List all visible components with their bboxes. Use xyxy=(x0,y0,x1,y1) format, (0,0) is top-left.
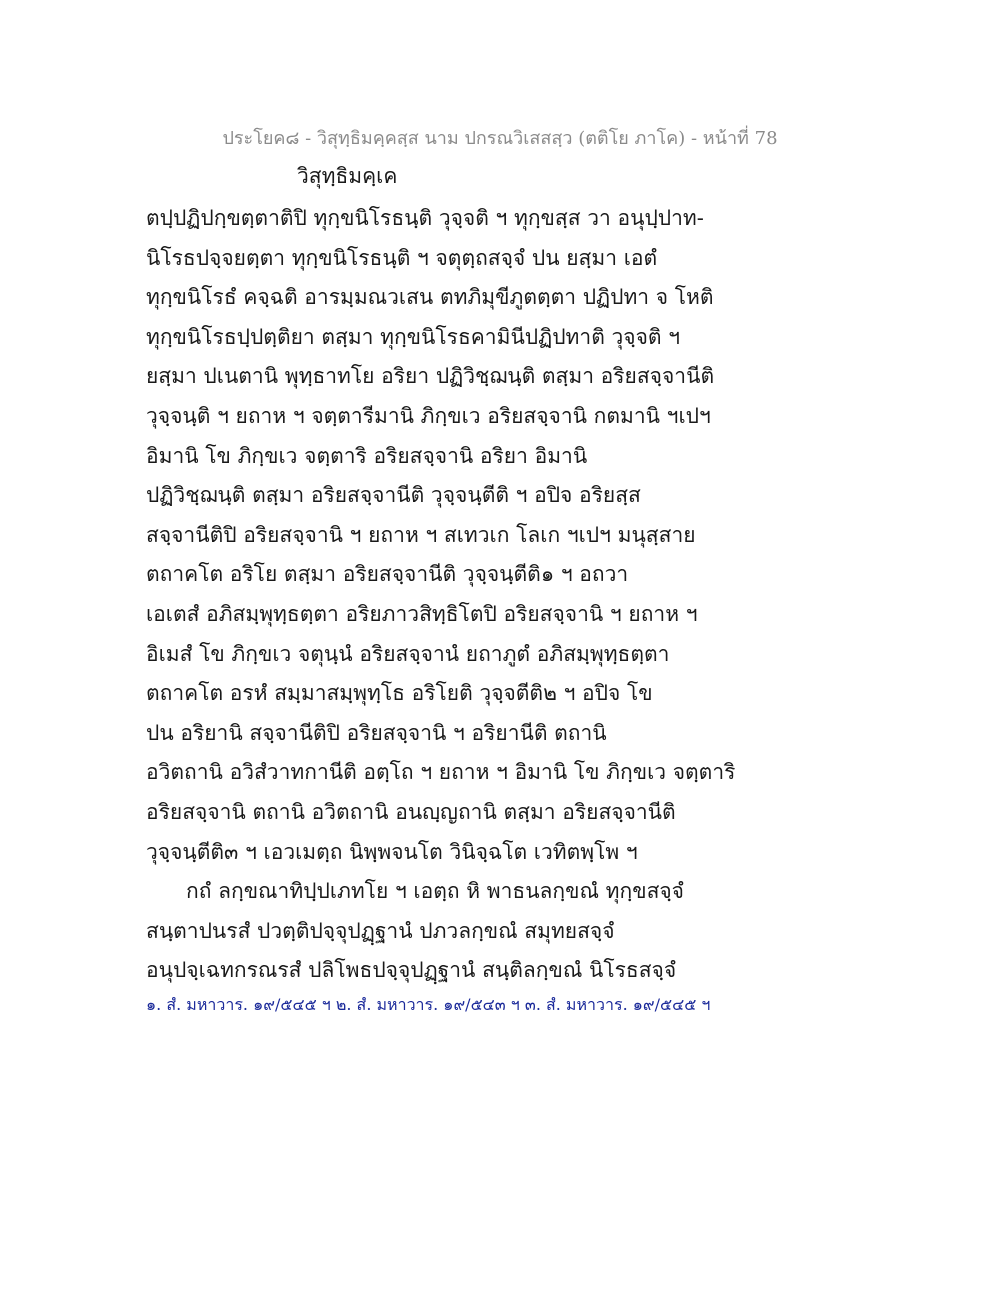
text-line: สนฺตาปนรสํ ปวตฺติปจฺจุปฏฺฐานํ ปภวลกฺขณํ สมุทยสจฺจํ xyxy=(146,918,615,943)
text-line: ทุกฺขนิโรธปฺปตฺติยา ตสฺมา ทุกฺขนิโรธคามินีปฏิปทาติ วุจฺจติ ฯ xyxy=(146,324,681,349)
body-text xyxy=(146,199,866,991)
text-line: ทุกฺขนิโรธํ คจฺฉติ อารมฺมณวเสน ตทภิมุขีภูตตฺตา ปฏิปทา จ โหติ xyxy=(146,285,714,310)
text-line: อิมานิ โข ภิกฺขเว จตฺตาริ อริยสจฺจานิ อริยา อิมานิ xyxy=(146,443,588,468)
text-line: อริยสจฺจานิ ตถานิ อวิตถานิ อนญฺญถานิ ตสฺมา อริยสจฺจานีติ xyxy=(146,799,676,824)
paragraph-start-line: กถํ ลกฺขณาทิปฺปเภทโย ฯ เอตฺถ หิ พาธนลกฺขณํ ทุกฺขสจฺจํ xyxy=(186,879,684,904)
text-line: ปน อริยานิ สจฺจานีติปิ อริยสจฺจานิ ฯ อริยานีติ ตถานิ xyxy=(146,720,607,745)
running-header: ประโยค๘ - วิสุทฺธิมคฺคสฺส นาม ปกรณวิเสสสฺว (ตติโย ภาโค) - หน้าที่ 78 xyxy=(222,128,778,149)
text-line: ตถาคโต อริโย ตสฺมา อริยสจฺจานีติ วุจฺจนฺตีติ๑ ฯ อถวา xyxy=(146,562,629,587)
text-line: ยสฺมา ปเนตานิ พุทฺธาทโย อริยา ปฏิวิชฺฌนฺติ ตสฺมา อริยสจฺจานีติ xyxy=(146,364,715,389)
text-line: วุจฺจนฺตีติ๓ ฯ เอวเมตฺถ นิพฺพจนโต วินิจฺฉโต เวทิตพฺโพ ฯ xyxy=(146,839,638,864)
page-title: วิสุทฺธิมคฺเค xyxy=(297,164,398,188)
footnotes: ๑. สํ. มหาวาร. ๑๙/๕๔๕ ฯ ๒. สํ. มหาวาร. ๑๙/๕๔๓ ฯ ๓. สํ. มหาวาร. ๑๙/๕๔๕ ฯ xyxy=(146,995,711,1014)
text-line: อวิตถานิ อวิสํวาทกานีติ อตฺโถ ฯ ยถาห ฯ อิมานิ โข ภิกฺขเว จตฺตาริ xyxy=(146,760,736,785)
text-line: เอเตสํ อภิสมฺพุทฺธตฺตา อริยภาวสิทฺธิโตปิ อริยสจฺจานิ ฯ ยถาห ฯ xyxy=(146,601,698,626)
text-line: สจฺจานีติปิ อริยสจฺจานิ ฯ ยถาห ฯ สเทวเก โลเก ฯเปฯ มนุสฺสาย xyxy=(146,522,696,547)
text-line: นิโรธปจฺจยตฺตา ทุกฺขนิโรธนฺติ ฯ จตุตฺถสจฺจํ ปน ยสฺมา เอตํ xyxy=(146,245,658,270)
text-line: ตถาคโต อรหํ สมฺมาสมฺพุทฺโธ อริโยติ วุจฺจตีติ๒ ฯ อปิจ โข xyxy=(146,681,653,706)
text-line: อิเมสํ โข ภิกฺขเว จตุนฺนํ อริยสจฺจานํ ยถาภูตํ อภิสมฺพุทฺธตฺตา xyxy=(146,641,670,666)
text-line: ตปฺปฏิปกฺขตฺตาติปิ ทุกฺขนิโรธนฺติ วุจฺจติ ฯ ทุกฺขสฺส วา อนุปฺปาท- xyxy=(146,206,704,230)
text-line: อนุปจฺเฉทกรณรสํ ปลิโพธปจฺจุปฏฺฐานํ สนฺติลกฺขณํ นิโรธสจฺจํ xyxy=(146,958,677,983)
text-line: วุจฺจนฺติ ฯ ยถาห ฯ จตฺตารีมานิ ภิกฺขเว อริยสจฺจานิ กตมานิ ฯเปฯ xyxy=(146,403,711,428)
text-line: ปฏิวิชฺฌนฺติ ตสฺมา อริยสจฺจานีติ วุจฺจนฺตีติ ฯ อปิจ อริยสฺส xyxy=(146,483,641,508)
